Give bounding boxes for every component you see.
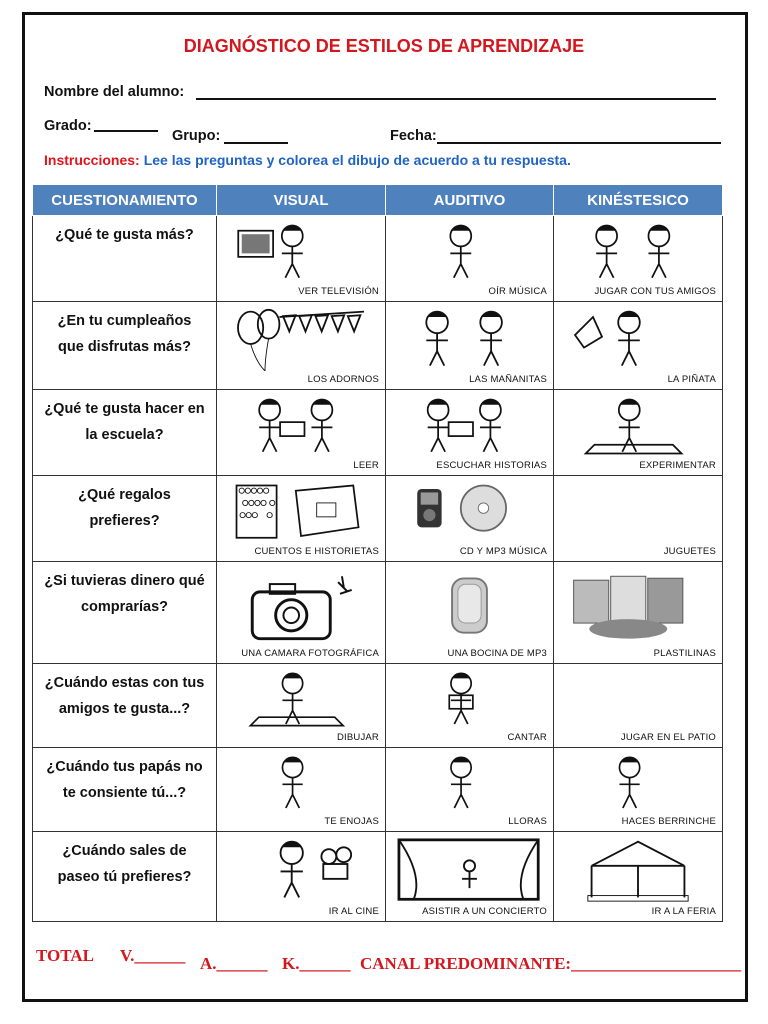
table-row [33,562,723,664]
question-cell [33,302,217,390]
answer-cell[interactable] [554,216,723,302]
question-cell [33,832,217,922]
questionnaire-table [32,184,723,922]
question-cell [33,664,217,748]
option-label: LAS MAÑANITAS [469,374,547,385]
total-label: TOTAL [36,946,94,965]
table-row [33,748,723,832]
singing-children-icon [392,308,547,371]
option-label: IR AL CINE [328,906,379,917]
table-row [33,832,723,922]
question-cell [33,390,217,476]
answer-cell[interactable] [386,562,554,664]
answer-cell[interactable] [554,476,723,562]
question-cell [33,562,217,664]
table-row [33,664,723,748]
question-cell [33,216,217,302]
storytelling-icon [392,396,547,457]
question-text: ¿Qué te gusta más? [55,227,194,243]
reading-children-icon [223,396,379,457]
table-row [33,302,723,390]
answer-cell[interactable] [217,562,386,664]
answer-cell[interactable] [386,664,554,748]
canal-predominante-field[interactable]: CANAL PREDOMINANTE:____________________ [360,954,742,973]
table-row [33,390,723,476]
option-label: JUGUETES [663,546,716,557]
answer-cell[interactable] [217,390,386,476]
option-label: UNA CAMARA FOTOGRÁFICA [241,648,379,659]
question-cell [33,476,217,562]
answer-cell[interactable] [217,832,386,922]
question-text: ¿Cuándo estas con tus amigos te gusta...? [44,675,205,717]
drawing-child-icon [223,670,379,729]
table-row [33,216,723,302]
concert-stage-icon [392,838,547,903]
answer-cell[interactable] [386,216,554,302]
balloons-bunting-icon [223,308,379,371]
books-icon [223,482,379,543]
answer-cell[interactable] [554,832,723,922]
playing-children-icon [560,222,716,283]
option-label: TE ENOJAS [324,816,379,827]
grade-field[interactable] [94,130,158,132]
answer-cell[interactable] [554,562,723,664]
option-label: ESCUCHAR HISTORIAS [436,460,547,471]
answer-cell[interactable] [386,390,554,476]
header-kinestesico: KINÉSTESICO [554,185,723,216]
option-label: OÍR MÚSICA [488,286,547,297]
crying-child-icon [392,754,547,813]
name-field[interactable] [196,98,716,100]
question-text: ¿Cuándo sales de paseo tú prefieres? [57,843,192,885]
answer-cell[interactable] [386,302,554,390]
singing-child-icon [392,670,547,729]
option-label: LOS ADORNOS [307,374,379,385]
option-label: PLASTILINAS [653,648,716,659]
instructions [44,152,571,168]
grade-label: Grado: [44,118,92,134]
carousel-icon [560,838,716,903]
answer-cell[interactable] [217,748,386,832]
total-kinestesico-field[interactable]: K.______ [282,954,351,973]
option-label: VER TELEVISIÓN [298,286,379,297]
table-row [33,476,723,562]
answer-cell[interactable] [554,748,723,832]
option-label: JUGAR EN EL PATIO [620,732,716,743]
date-field[interactable] [437,142,721,144]
play-dough-icon [560,568,716,645]
answer-cell[interactable] [554,664,723,748]
option-label: LA PIÑATA [667,374,716,385]
answer-cell[interactable] [386,748,554,832]
header-visual: VISUAL [217,185,386,216]
question-text: ¿Si tuvieras dinero qué comprarías? [44,573,205,615]
option-label: LLORAS [508,816,547,827]
answer-cell[interactable] [217,302,386,390]
option-label: CD Y MP3 MÚSICA [459,546,547,557]
mp3-cd-icon [392,482,547,543]
instructions-text: Lee las preguntas y colorea el dibujo de acuerdo a tu respuesta. [143,152,571,168]
question-text: ¿Qué te gusta hacer en la escuela? [44,401,205,443]
answer-cell[interactable] [386,476,554,562]
option-label: JUGAR CON TUS AMIGOS [594,286,716,297]
pinata-icon [560,308,716,371]
answer-cell[interactable] [217,476,386,562]
answer-cell[interactable] [554,390,723,476]
cinema-icon [223,838,379,903]
speaker-icon [392,568,547,645]
answer-cell[interactable] [217,664,386,748]
headphones-child-icon [392,222,547,283]
answer-cell[interactable] [217,216,386,302]
instructions-label: Instrucciones: [44,152,140,168]
option-label: UNA BOCINA DE MP3 [447,648,547,659]
name-label: Nombre del alumno: [44,84,185,100]
answer-cell[interactable] [554,302,723,390]
question-cell [33,748,217,832]
option-label: IR A LA FERIA [651,906,716,917]
header-auditivo: AUDITIVO [386,185,554,216]
option-label: CANTAR [507,732,547,743]
option-label: EXPERIMENTAR [639,460,716,471]
tv-watching-icon [223,222,379,283]
tantrum-child-icon [560,754,716,813]
option-label: ASISTIR A UN CONCIERTO [422,906,547,917]
header-cuestionamiento: CUESTIONAMIENTO [33,185,217,216]
option-label: DIBUJAR [336,732,379,743]
total-auditivo-field[interactable]: A.______ [200,954,268,973]
option-label: CUENTOS E HISTORIETAS [254,546,379,557]
group-label: Grupo: [172,128,221,144]
option-label: LEER [353,460,379,471]
angry-child-icon [223,754,379,813]
question-text: ¿Qué regalos prefieres? [78,487,171,529]
group-field[interactable] [224,142,288,144]
question-text: ¿En tu cumpleaños que disfrutas más? [57,313,192,355]
answer-cell[interactable] [386,832,554,922]
question-text: ¿Cuándo tus papás no te consiente tú...? [46,759,203,801]
option-label: HACES BERRINCHE [621,816,716,827]
total-visual-field[interactable]: V.______ [120,946,186,965]
camera-icon [223,568,379,645]
page-title: DIAGNÓSTICO DE ESTILOS DE APRENDIZAJE [183,36,585,56]
experiment-icon [560,396,716,457]
date-label: Fecha: [390,128,437,144]
